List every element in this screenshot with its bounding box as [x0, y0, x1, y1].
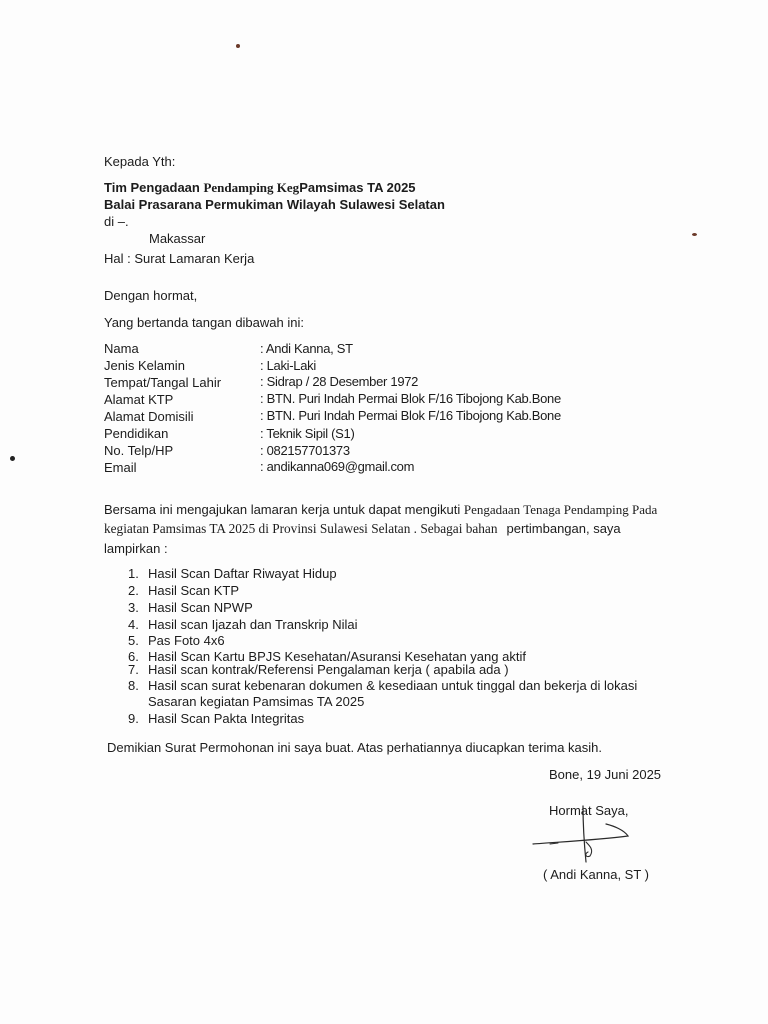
recipient-line-1-part-2: Pendamping Keg [203, 180, 300, 195]
attachment-item [128, 662, 509, 677]
attachment-number: 8. [128, 678, 139, 693]
attachment-number: 4. [128, 617, 139, 632]
recipient-city: Makassar [149, 231, 206, 246]
field-value-jenis-kelamin: : Laki-Laki [260, 358, 316, 373]
attachment-text: Hasil scan kontrak/Referensi Pengalaman kerja ( apabila ada ) [148, 662, 509, 677]
recipient-line-2: Balai Prasarana Permukiman Wilayah Sulawesi Selatan [104, 197, 445, 212]
attachment-item-continuation [128, 694, 364, 709]
attachment-item [128, 600, 253, 615]
body-line-3: lampirkan : [104, 541, 168, 556]
attachment-number: 2. [128, 583, 139, 598]
regards: Hormat Saya, [549, 803, 629, 818]
attachment-text: Hasil scan Ijazah dan Transkrip Nilai [148, 617, 358, 632]
field-value-tempat-tanggal-lahir: : Sidrap / 28 Desember 1972 [260, 374, 419, 389]
attachment-number: 7. [128, 662, 139, 677]
body-line-2-part-1: kegiatan Pamsimas TA 2025 di Provinsi Sulawesi Selatan . Sebagai bahan [104, 521, 498, 536]
attachment-number: 9. [128, 711, 139, 726]
scan-speck [10, 456, 15, 461]
attachment-item [128, 711, 304, 726]
field-label-alamat-ktp: Alamat KTP [104, 392, 174, 407]
recipient-line-1-part-1: Tim Pengadaan [104, 180, 204, 195]
attachment-item [128, 633, 225, 648]
attachment-number: 1. [128, 566, 139, 581]
field-label-pendidikan: Pendidikan [104, 426, 169, 441]
attachment-text: Hasil Scan Pakta Integritas [148, 711, 305, 726]
attachment-text: Hasil Scan KTP [148, 583, 240, 598]
field-label-telp: No. Telp/HP [104, 443, 174, 458]
field-label-nama: Nama [104, 341, 139, 356]
attachment-text: Sasaran kegiatan Pamsimas TA 2025 [148, 694, 365, 709]
salutation-to: Kepada Yth: [104, 154, 176, 169]
attachment-item [128, 678, 637, 693]
attachment-text: Hasil scan surat kebenaran dokumen & kesediaan untuk tinggal dan bekerja di lokasi [148, 678, 638, 693]
attachment-text: Hasil Scan Kartu BPJS Kesehatan/Asuransi Kesehatan yang aktif [148, 649, 526, 664]
attachment-item [128, 617, 358, 632]
greeting: Dengan hormat, [104, 288, 198, 303]
recipient-line-1-part-3: Pamsimas TA 2025 [299, 180, 416, 195]
field-value-alamat-ktp: : BTN. Puri Indah Permai Blok F/16 Tibojong Kab.Bone [260, 391, 561, 406]
closing-line: Demikian Surat Permohonan ini saya buat. Atas perhatiannya diucapkan terima kasih. [107, 740, 603, 755]
place-date: Bone, 19 Juni 2025 [549, 767, 662, 782]
field-value-telp: : 082157701373 [260, 443, 350, 458]
attachment-item [128, 583, 239, 598]
attachment-text: Pas Foto 4x6 [148, 633, 225, 648]
field-label-alamat-domisili: Alamat Domisili [104, 409, 194, 424]
field-value-pendidikan: : Teknik Sipil (S1) [260, 426, 355, 441]
scan-speck [692, 233, 697, 236]
attachment-number: 3. [128, 600, 139, 615]
body-line-1 [104, 502, 657, 518]
field-value-nama: : Andi Kanna, ST [260, 341, 353, 356]
recipient-di: di –. [104, 214, 129, 229]
body-line-2 [104, 521, 621, 537]
field-label-jenis-kelamin: Jenis Kelamin [104, 358, 185, 373]
body-line-2-part-2: pertimbangan, saya [506, 521, 621, 536]
subject-line: Hal : Surat Lamaran Kerja [104, 251, 255, 266]
attachment-text: Hasil Scan Daftar Riwayat Hidup [148, 566, 337, 581]
field-label-tempat-tanggal-lahir: Tempat/Tangal Lahir [104, 375, 222, 390]
attachment-item [128, 566, 337, 581]
attachment-number: 6. [128, 649, 139, 664]
recipient-line-1 [104, 180, 416, 196]
intro-line: Yang bertanda tangan dibawah ini: [104, 315, 304, 330]
attachment-text: Hasil Scan NPWP [148, 600, 253, 615]
attachment-number: 5. [128, 633, 139, 648]
field-label-email: Email [104, 460, 137, 475]
handwritten-signature [528, 796, 648, 876]
body-line-1-part-2: Pengadaan Tenaga Pendamping Pada [463, 502, 658, 517]
body-line-1-part-1: Bersama ini mengajukan lamaran kerja untuk dapat mengikuti [104, 502, 464, 517]
field-value-alamat-domisili: : BTN. Puri Indah Permai Blok F/16 Tibojong Kab.Bone [260, 408, 561, 423]
field-value-email: : andikanna069@gmail.com [260, 459, 415, 474]
signer-name: ( Andi Kanna, ST ) [543, 867, 649, 882]
scan-speck [236, 44, 240, 48]
